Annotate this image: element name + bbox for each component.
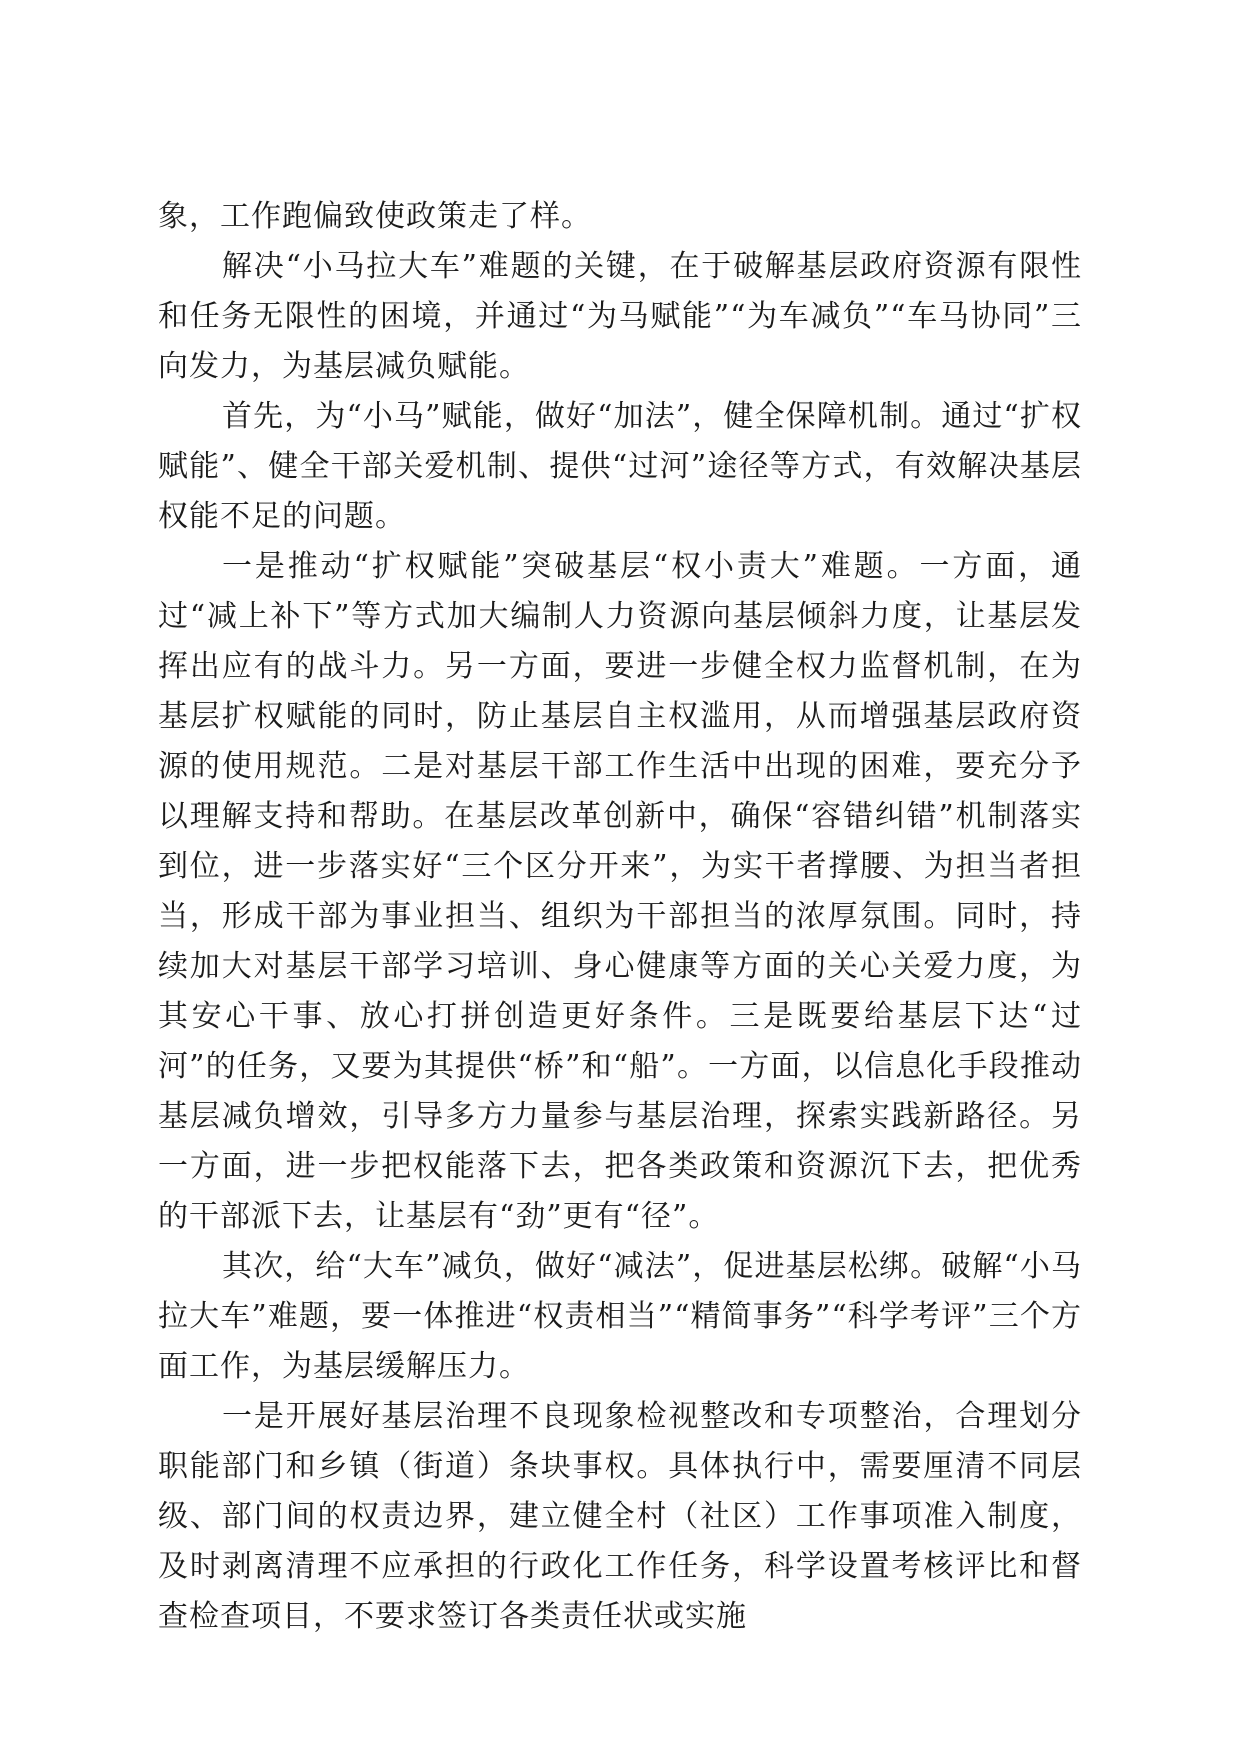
paragraph-second-reduce-burden: 其次，给“大车”减负，做好“减法”，促进基层松绑。破解“小马拉大车”难题，要一体推进“权责相当”“精简事务”“科学考评”三个方面工作，为基层缓解压力。 <box>158 1249 1082 1384</box>
paragraph-rectification-measures: 一是开展好基层治理不良现象检视整改和专项整治，合理划分职能部门和乡镇（街道）条块事权。具体执行中，需要厘清不同层级、部门间的权责边界，建立健全村（社区）工作事项准入制度，及时剥离清理不应承担的行政化工作任务，科学设置考核评比和督查检查项目，不要求签订各类责任状或实施 <box>158 1399 1082 1634</box>
paragraph-key-to-solution: 解决“小马拉大车”难题的关键，在于破解基层政府资源有限性和任务无限性的困境，并通过“为马赋能”“为车减负”“车马协同”三向发力，为基层减负赋能。 <box>158 249 1082 384</box>
document-body <box>158 192 1082 1642</box>
paragraph-continuation: 象，工作跑偏致使政策走了样。 <box>158 199 592 234</box>
paragraph-first-empower-horse: 首先，为“小马”赋能，做好“加法”，健全保障机制。通过“扩权赋能”、健全干部关爱机制、提供“过河”途径等方式，有效解决基层权能不足的问题。 <box>158 399 1082 534</box>
paragraph-empowerment-measures: 一是推动“扩权赋能”突破基层“权小责大”难题。一方面，通过“减上补下”等方式加大编制人力资源向基层倾斜力度，让基层发挥出应有的战斗力。另一方面，要进一步健全权力监督机制，在为基层扩权赋能的同时，防止基层自主权滥用，从而增强基层政府资源的使用规范。二是对基层干部工作生活中出现的困难，要充分予以理解支持和帮助。在基层改革创新中，确保“容错纠错”机制落实到位，进一步落实好“三个区分开来”，为实干者撑腰、为担当者担当，形成干部为事业担当、组织为干部担当的浓厚氛围。同时，持续加大对基层干部学习培训、身心健康等方面的关心关爱力度，为其安心干事、放心打拼创造更好条件。三是既要给基层下达“过河”的任务，又要为其提供“桥”和“船”。一方面，以信息化手段推动基层减负增效，引导多方力量参与基层治理，探索实践新路径。另一方面，进一步把权能落下去，把各类政策和资源沉下去，把优秀的干部派下去，让基层有“劲”更有“径”。 <box>158 549 1082 1234</box>
